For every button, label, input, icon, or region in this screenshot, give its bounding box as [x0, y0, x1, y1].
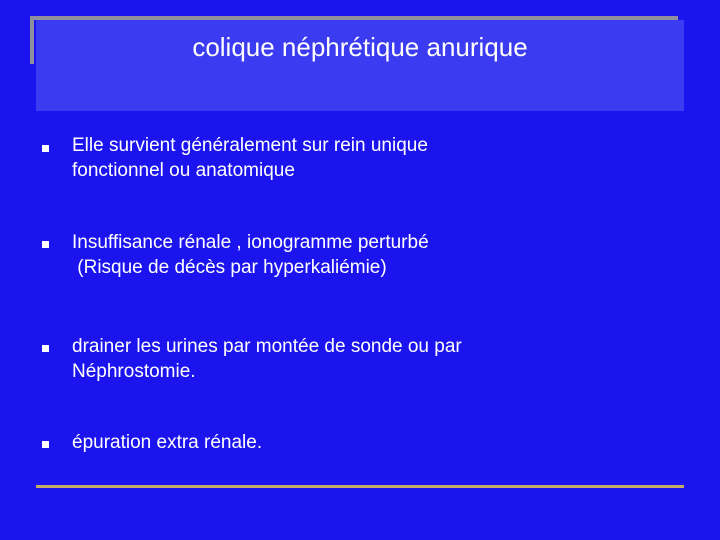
bullet-1-line-1: Elle survient généralement sur rein unique	[72, 135, 428, 156]
bullet-2-line-1: Insuffisance rénale , ionogramme perturbé	[72, 232, 429, 253]
bullet-marker	[42, 441, 49, 448]
title-frame-top	[30, 16, 678, 20]
bullet-1-line-2: fonctionnel ou anatomique	[72, 160, 295, 181]
bullet-item-4	[72, 430, 672, 455]
bullet-4-line-1: épuration extra rénale.	[72, 432, 263, 453]
bullet-item-1	[72, 133, 672, 183]
bullet-item-3	[72, 334, 672, 384]
bullet-marker	[42, 241, 49, 248]
bullet-3-line-2: Néphrostomie.	[72, 361, 196, 382]
bullet-marker	[42, 145, 49, 152]
slide-title: colique néphrétique anurique	[192, 32, 528, 62]
bullet-item-2	[72, 230, 672, 280]
bullet-2-line-2: (Risque de décès par hyperkaliémie)	[72, 257, 387, 278]
bullet-marker	[42, 345, 49, 352]
bottom-rule	[36, 485, 684, 488]
bullet-3-line-1: drainer les urines par montée de sonde ou par	[72, 336, 462, 357]
title-frame-left	[30, 16, 34, 64]
